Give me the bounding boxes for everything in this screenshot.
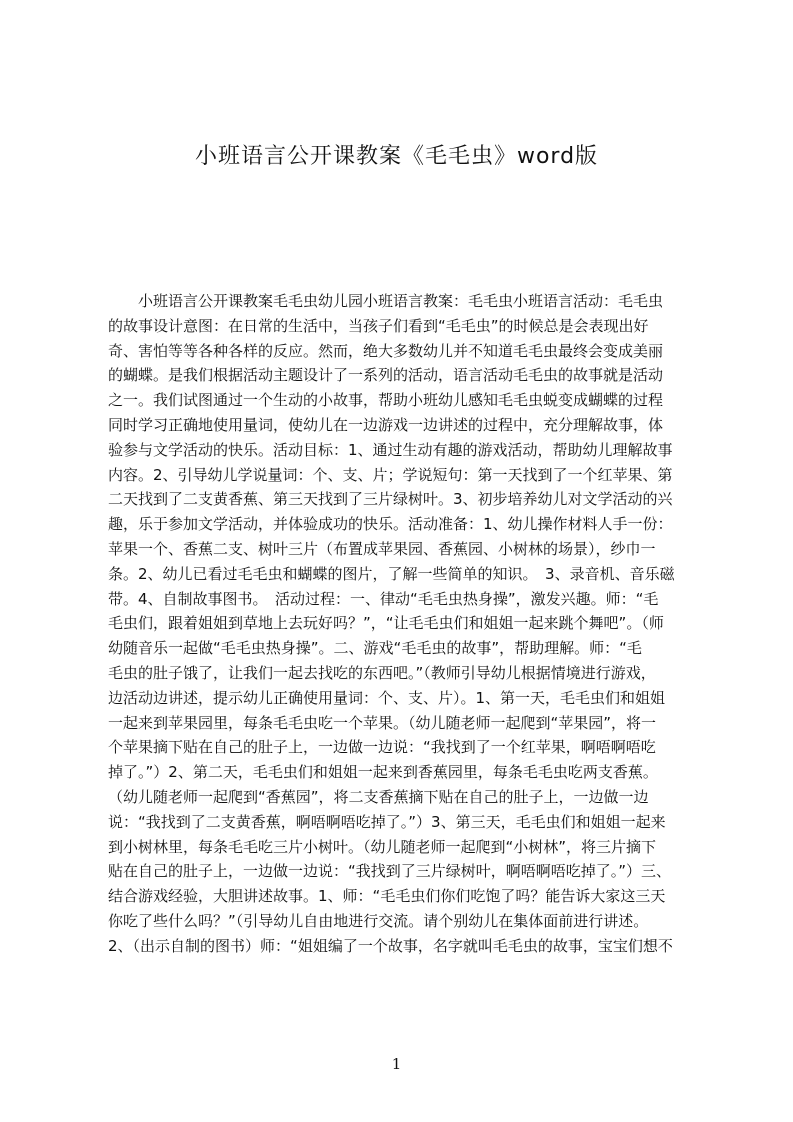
- document-title: 小班语言公开课教案《毛毛虫》word版: [194, 144, 599, 169]
- body-line: 你吃了些什么吗？”（引导幼儿自由地进行交流。请个别幼儿在集体面前进行讲述。: [108, 911, 649, 930]
- body-line: 小班语言公开课教案毛毛虫幼儿园小班语言教案：毛毛虫小班语言活动：毛毛虫: [108, 292, 664, 310]
- body-line: 一起来到苹果园里，每条毛毛虫吃一个苹果。（幼儿随老师一起爬到“苹果园”，将一: [108, 713, 657, 732]
- body-line: 的蝴蝶。是我们根据活动主题设计了一系列的活动，语言活动毛毛虫的故事就是活动: [108, 366, 664, 385]
- body-line: 同时学习正确地使用量词，使幼儿在一边游戏一边讲述的过程中，充分理解故事，体: [108, 415, 664, 434]
- body-line: 苹果一个、香蕉二支、树叶三片（布置成苹果园、香蕉园、小树林的场景），纱巾一: [108, 539, 656, 558]
- body-line: 个苹果摘下贴在自己的肚子上，一边做一边说：“我找到了一个红苹果，啊唔啊唔吃: [108, 738, 656, 757]
- body-line: 二天找到了二支黄香蕉、第三天找到了三片绿树叶。3、初步培养幼儿对文学活动的兴: [108, 490, 673, 509]
- body-line: 掉了。”）2、第二天，毛毛虫们和姐姐一起来到香蕉园里，每条毛毛虫吃两支香蕉。: [108, 763, 658, 782]
- body-line: （幼儿随老师一起爬到“香蕉园”，将二支香蕉摘下贴在自己的肚子上，一边做一边: [108, 787, 649, 806]
- body-line: 毛虫的肚子饿了，让我们一起去找吃的东西吧。”（教师引导幼儿根据情境进行游戏，: [108, 663, 656, 682]
- body-line: 趣，乐于参加文学活动，并体验成功的快乐。活动准备：1、幼儿操作材料人手一份：: [108, 515, 673, 534]
- body-line: 带。4、自制故事图书。 活动过程：一、律动“毛毛虫热身操”，激发兴趣。师：“毛: [108, 589, 659, 608]
- body-line: 到小树林里，每条毛毛吃三片小树叶。（幼儿随老师一起爬到“小树林”，将三片摘下: [108, 837, 657, 856]
- body-line: 奇、害怕等等各种各样的反应。然而，绝大多数幼儿并不知道毛毛虫最终会变成美丽: [108, 341, 664, 360]
- body-line: 结合游戏经验，大胆讲述故事。1、师：“毛毛虫们你们吃饱了吗？能告诉大家这三天: [108, 887, 666, 906]
- body-line: 条。2、幼儿已看过毛毛虫和蝴蝶的图片，了解一些简单的知识。 3、录音机、音乐磁: [108, 564, 675, 583]
- page-number: 1: [391, 1055, 402, 1073]
- body-line: 验参与文学活动的快乐。活动目标：1、通过生动有趣的游戏活动，帮助幼儿理解故事: [108, 440, 673, 459]
- body-line: 的故事设计意图：在日常的生活中，当孩子们看到“毛毛虫”的时候总是会表现出好: [108, 316, 649, 335]
- body-line: 幼随音乐一起做“毛毛虫热身操”。二、游戏“毛毛虫的故事”，帮助理解。师：“毛: [108, 639, 642, 658]
- body-line: 贴在自己的肚子上，一边做一边说：“我找到了三片绿树叶，啊唔啊唔吃掉了。”）三、: [108, 862, 672, 881]
- body-line: 边活动边讲述，提示幼儿正确使用量词：个、支、片）。1、第一天，毛毛虫们和姐姐: [108, 688, 666, 707]
- body-line: 之一。我们试图通过一个生动的小故事，帮助小班幼儿感知毛毛虫蜕变成蝴蝶的过程: [108, 391, 664, 410]
- body-line: 毛虫们，跟着姐姐到草地上去玩好吗？”，“让毛毛虫们和姐姐一起来跳个舞吧”。（师: [108, 614, 664, 633]
- body-line: 说：“我找到了二支黄香蕉，啊唔啊唔吃掉了。”）3、第三天，毛毛虫们和姐姐一起来: [108, 812, 666, 831]
- document-body: [108, 289, 698, 1009]
- body-line: 2、（出示自制的图书）师：“姐姐编了一个故事，名字就叫毛毛虫的故事，宝宝们想不: [108, 936, 673, 955]
- body-line: 内容。2、引导幼儿学说量词：个、支、片；学说短句：第一天找到了一个红苹果、第: [108, 465, 673, 484]
